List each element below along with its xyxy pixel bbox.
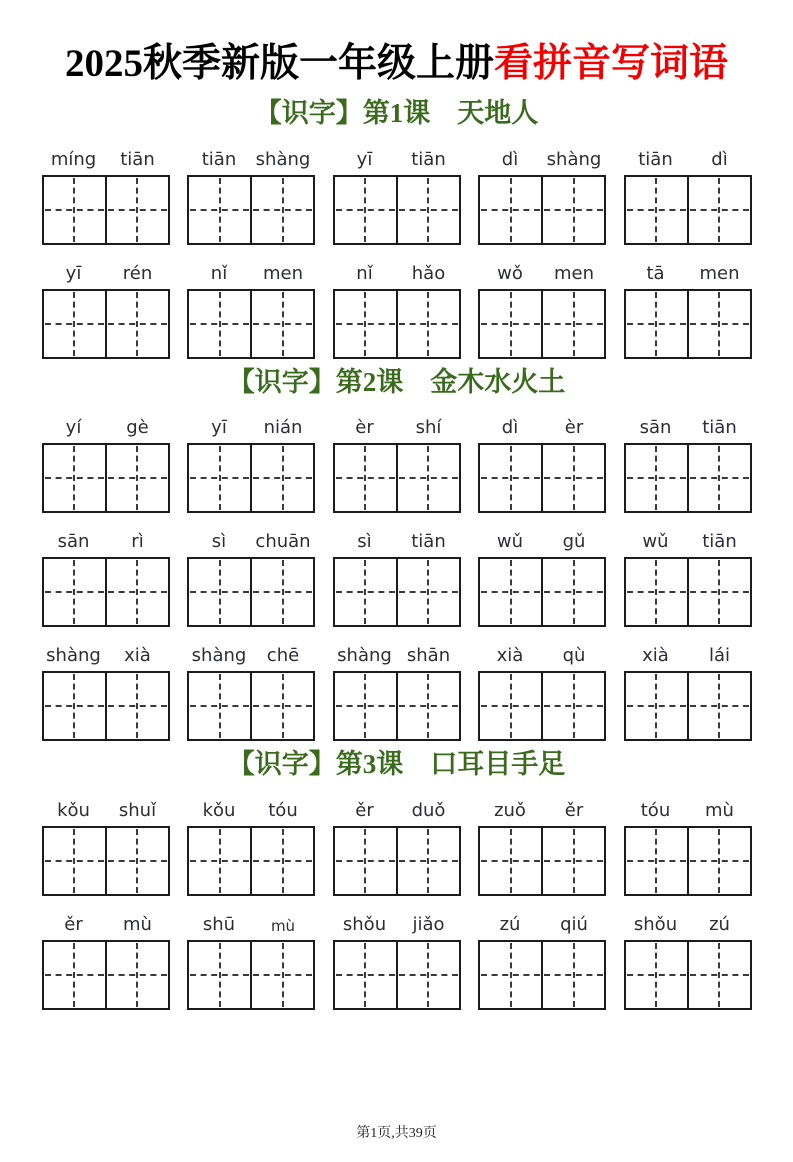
pinyin-syllable: tiān [411,531,446,553]
writing-cell [480,673,541,739]
pinyin-syllable: yī [356,148,373,170]
word-unit [333,642,461,741]
word-unit [624,642,752,741]
pinyin-syllable: tiān [702,417,737,439]
pinyin-syllable: èr [355,417,374,439]
pinyin-syllable: dì [711,148,728,170]
pinyin-syllable: sān [57,531,90,553]
writing-grid [333,175,461,245]
writing-grid [333,940,461,1010]
pinyin-syllable: tā [646,262,665,284]
writing-grid [624,671,752,741]
pinyin-label [333,146,461,170]
writing-cell [250,828,313,894]
word-row [42,146,752,245]
word-unit [624,260,752,359]
pinyin-syllable: sān [639,417,672,439]
writing-cell [189,445,250,511]
writing-cell [687,445,750,511]
word-unit [187,146,315,245]
pinyin-syllable: shū [202,914,236,935]
writing-grid [187,289,315,359]
writing-cell [189,291,250,357]
writing-cell [626,445,687,511]
writing-cell [480,177,541,243]
writing-cell [626,559,687,625]
writing-grid [42,826,170,896]
writing-grid [42,671,170,741]
pinyin-label [187,911,315,935]
writing-cell [396,291,459,357]
pinyin-syllable: tiān [411,148,446,170]
pinyin-label [478,260,606,284]
writing-grid [333,443,461,513]
writing-cell [335,291,396,357]
writing-grid [42,289,170,359]
writing-cell [105,673,168,739]
writing-cell [250,177,313,243]
writing-cell [44,673,105,739]
pinyin-syllable: rì [131,531,144,553]
lesson-section [42,366,752,742]
pinyin-syllable: shàng [337,645,392,667]
word-unit [478,528,606,627]
word-unit [187,414,315,513]
word-unit [42,642,170,741]
writing-cell [44,445,105,511]
pinyin-syllable: jiǎo [412,914,445,935]
pinyin-syllable: nǐ [356,262,373,284]
word-row [42,797,752,896]
word-unit [624,528,752,627]
pinyin-syllable: hǎo [411,262,446,284]
writing-cell [626,177,687,243]
pinyin-label [42,642,170,666]
section-heading: 【识字】第1课 天地人 [254,97,539,128]
writing-grid [478,826,606,896]
writing-cell [396,942,459,1008]
pinyin-syllable: wǔ [496,531,524,553]
writing-cell [335,445,396,511]
pinyin-syllable: chuān [255,531,311,553]
writing-grid [42,443,170,513]
word-row [42,642,752,741]
pinyin-label [187,797,315,821]
pinyin-syllable: gǔ [562,531,586,553]
writing-cell [687,291,750,357]
word-row [42,528,752,627]
title-accent: 看拼音写词语 [494,42,729,85]
writing-cell [687,559,750,625]
word-unit [624,911,752,1010]
pinyin-syllable: shàng [191,645,247,667]
writing-grid [624,940,752,1010]
writing-cell [105,177,168,243]
writing-cell [687,828,750,894]
writing-cell [480,828,541,894]
writing-cell [396,828,459,894]
writing-grid [187,671,315,741]
writing-cell [44,559,105,625]
pinyin-syllable: tóu [640,800,671,821]
writing-grid [478,443,606,513]
pinyin-syllable: qù [562,645,586,667]
writing-cell [105,559,168,625]
writing-grid [478,940,606,1010]
writing-grid [42,175,170,245]
word-row [42,414,752,513]
pinyin-syllable: men [699,262,740,284]
writing-cell [626,942,687,1008]
pinyin-label [624,414,752,438]
word-unit [478,797,606,896]
word-unit [624,797,752,896]
writing-cell [541,942,604,1008]
pinyin-syllable: ěr [564,800,584,821]
word-unit [624,414,752,513]
writing-cell [189,828,250,894]
word-unit [42,260,170,359]
pinyin-syllable: zuǒ [494,800,526,821]
pinyin-syllable: xià [124,645,151,667]
writing-cell [396,559,459,625]
pinyin-syllable: shǒu [342,914,387,935]
pinyin-syllable: nǐ [210,262,228,284]
writing-cell [105,942,168,1008]
pinyin-label [624,528,752,552]
pinyin-label [333,414,461,438]
pinyin-syllable: kǒu [202,800,236,821]
writing-cell [44,828,105,894]
writing-cell [250,673,313,739]
pinyin-syllable: zú [709,914,730,935]
pinyin-label [624,797,752,821]
pinyin-syllable: shàng [46,645,101,667]
pinyin-syllable: rén [122,262,153,284]
word-unit [42,414,170,513]
pinyin-label [333,528,461,552]
writing-cell [396,177,459,243]
pinyin-syllable: xià [496,645,524,667]
writing-grid [478,289,606,359]
pinyin-syllable: gè [126,417,149,439]
pinyin-label [187,642,315,666]
pinyin-syllable: míng [50,148,97,170]
writing-cell [541,177,604,243]
word-unit [333,528,461,627]
pinyin-syllable: mù [270,917,296,935]
writing-grid [187,557,315,627]
word-unit [333,797,461,896]
writing-cell [335,828,396,894]
pinyin-syllable: kǒu [57,800,90,821]
pinyin-syllable: ěr [64,914,83,935]
section-heading: 【识字】第2课 金木水火土 [227,366,566,397]
writing-cell [687,177,750,243]
worksheet-page [42,40,752,1010]
pinyin-label [187,528,315,552]
writing-grid [333,671,461,741]
pinyin-label [478,528,606,552]
writing-cell [626,673,687,739]
word-unit [478,642,606,741]
writing-cell [396,673,459,739]
writing-grid [624,289,752,359]
writing-grid [624,443,752,513]
word-unit [42,911,170,1010]
pinyin-syllable: yī [65,262,82,284]
pinyin-syllable: dì [501,417,519,439]
writing-cell [687,673,750,739]
writing-grid [624,826,752,896]
writing-cell [480,559,541,625]
writing-cell [335,559,396,625]
writing-cell [105,291,168,357]
word-unit [478,414,606,513]
pinyin-syllable: men [262,262,304,284]
pinyin-label [187,414,315,438]
word-unit [187,911,315,1010]
writing-cell [44,177,105,243]
word-unit [187,642,315,741]
pinyin-syllable: ěr [355,800,374,821]
pinyin-label [333,260,461,284]
pinyin-syllable: yí [65,417,82,439]
writing-grid [187,826,315,896]
writing-cell [250,445,313,511]
writing-cell [189,942,250,1008]
writing-cell [250,942,313,1008]
pinyin-syllable: sì [357,531,372,553]
writing-grid [187,175,315,245]
lesson-section [42,97,752,359]
pinyin-syllable: zú [499,914,521,935]
title-main: 2025秋季新版一年级上册 [64,42,494,85]
pinyin-label [333,642,461,666]
pinyin-syllable: shān [406,645,451,667]
word-unit [187,528,315,627]
writing-cell [480,445,541,511]
pinyin-label [478,414,606,438]
page-footer: 第1页,共39页 [356,1126,437,1141]
writing-cell [335,177,396,243]
word-unit [333,146,461,245]
pinyin-syllable: mù [123,914,152,935]
writing-cell [335,673,396,739]
writing-cell [687,942,750,1008]
word-unit [187,797,315,896]
writing-cell [105,828,168,894]
writing-cell [189,673,250,739]
word-unit [478,911,606,1010]
pinyin-syllable: chē [266,645,300,667]
writing-grid [187,940,315,1010]
pinyin-syllable: shuǐ [118,800,157,821]
writing-grid [42,557,170,627]
pinyin-syllable: tiān [638,148,673,170]
writing-grid [187,443,315,513]
writing-cell [541,559,604,625]
pinyin-syllable: nián [263,417,303,439]
writing-grid [478,671,606,741]
writing-grid [478,557,606,627]
writing-cell [396,445,459,511]
pinyin-syllable: shàng [546,148,602,170]
pinyin-label [333,797,461,821]
sections-container [42,97,752,1010]
writing-cell [105,445,168,511]
writing-grid [624,175,752,245]
pinyin-label [42,146,170,170]
pinyin-label [624,146,752,170]
lesson-section [42,748,752,1010]
writing-cell [626,828,687,894]
writing-cell [541,291,604,357]
pinyin-label [42,528,170,552]
pinyin-syllable: tóu [268,800,298,821]
word-unit [333,414,461,513]
writing-grid [478,175,606,245]
word-unit [42,797,170,896]
writing-grid [333,826,461,896]
word-unit [42,146,170,245]
pinyin-syllable: qiú [560,914,588,935]
pinyin-syllable: yī [211,417,227,439]
writing-cell [44,291,105,357]
pinyin-label [333,911,461,935]
word-unit [478,260,606,359]
page-title [42,40,752,89]
writing-grid [333,557,461,627]
writing-cell [189,559,250,625]
writing-grid [624,557,752,627]
word-unit [478,146,606,245]
word-row [42,260,752,359]
pinyin-syllable: shí [415,417,442,439]
pinyin-syllable: shàng [255,148,311,170]
writing-grid [42,940,170,1010]
writing-cell [626,291,687,357]
writing-grid [333,289,461,359]
writing-cell [480,291,541,357]
word-row [42,911,752,1010]
pinyin-label [187,260,315,284]
pinyin-syllable: duǒ [411,800,446,821]
pinyin-label [624,642,752,666]
writing-cell [541,445,604,511]
pinyin-syllable: èr [564,417,584,439]
writing-cell [250,291,313,357]
word-unit [42,528,170,627]
writing-cell [44,942,105,1008]
writing-cell [541,673,604,739]
pinyin-label [42,414,170,438]
pinyin-syllable: dì [501,148,519,170]
writing-cell [541,828,604,894]
pinyin-label [624,260,752,284]
word-unit [333,260,461,359]
writing-cell [250,559,313,625]
pinyin-syllable: wǒ [497,262,523,284]
pinyin-label [478,797,606,821]
pinyin-label [478,146,606,170]
pinyin-label [42,797,170,821]
word-unit [187,260,315,359]
pinyin-syllable: xià [642,645,669,667]
pinyin-label [187,146,315,170]
pinyin-label [478,911,606,935]
pinyin-syllable: mù [705,800,734,821]
pinyin-syllable: shǒu [633,914,678,935]
pinyin-syllable: tiān [120,148,155,170]
word-unit [624,146,752,245]
pinyin-syllable: tiān [201,148,237,170]
writing-cell [189,177,250,243]
pinyin-syllable: wǔ [642,531,669,553]
word-unit [333,911,461,1010]
pinyin-label [42,260,170,284]
pinyin-label [478,642,606,666]
writing-cell [335,942,396,1008]
pinyin-label [624,911,752,935]
pinyin-syllable: men [553,262,595,284]
section-heading: 【识字】第3课 口耳目手足 [227,749,566,780]
writing-cell [480,942,541,1008]
pinyin-syllable: sì [211,531,227,553]
pinyin-label [42,911,170,935]
pinyin-syllable: tiān [702,531,737,553]
pinyin-syllable: lái [708,645,731,667]
